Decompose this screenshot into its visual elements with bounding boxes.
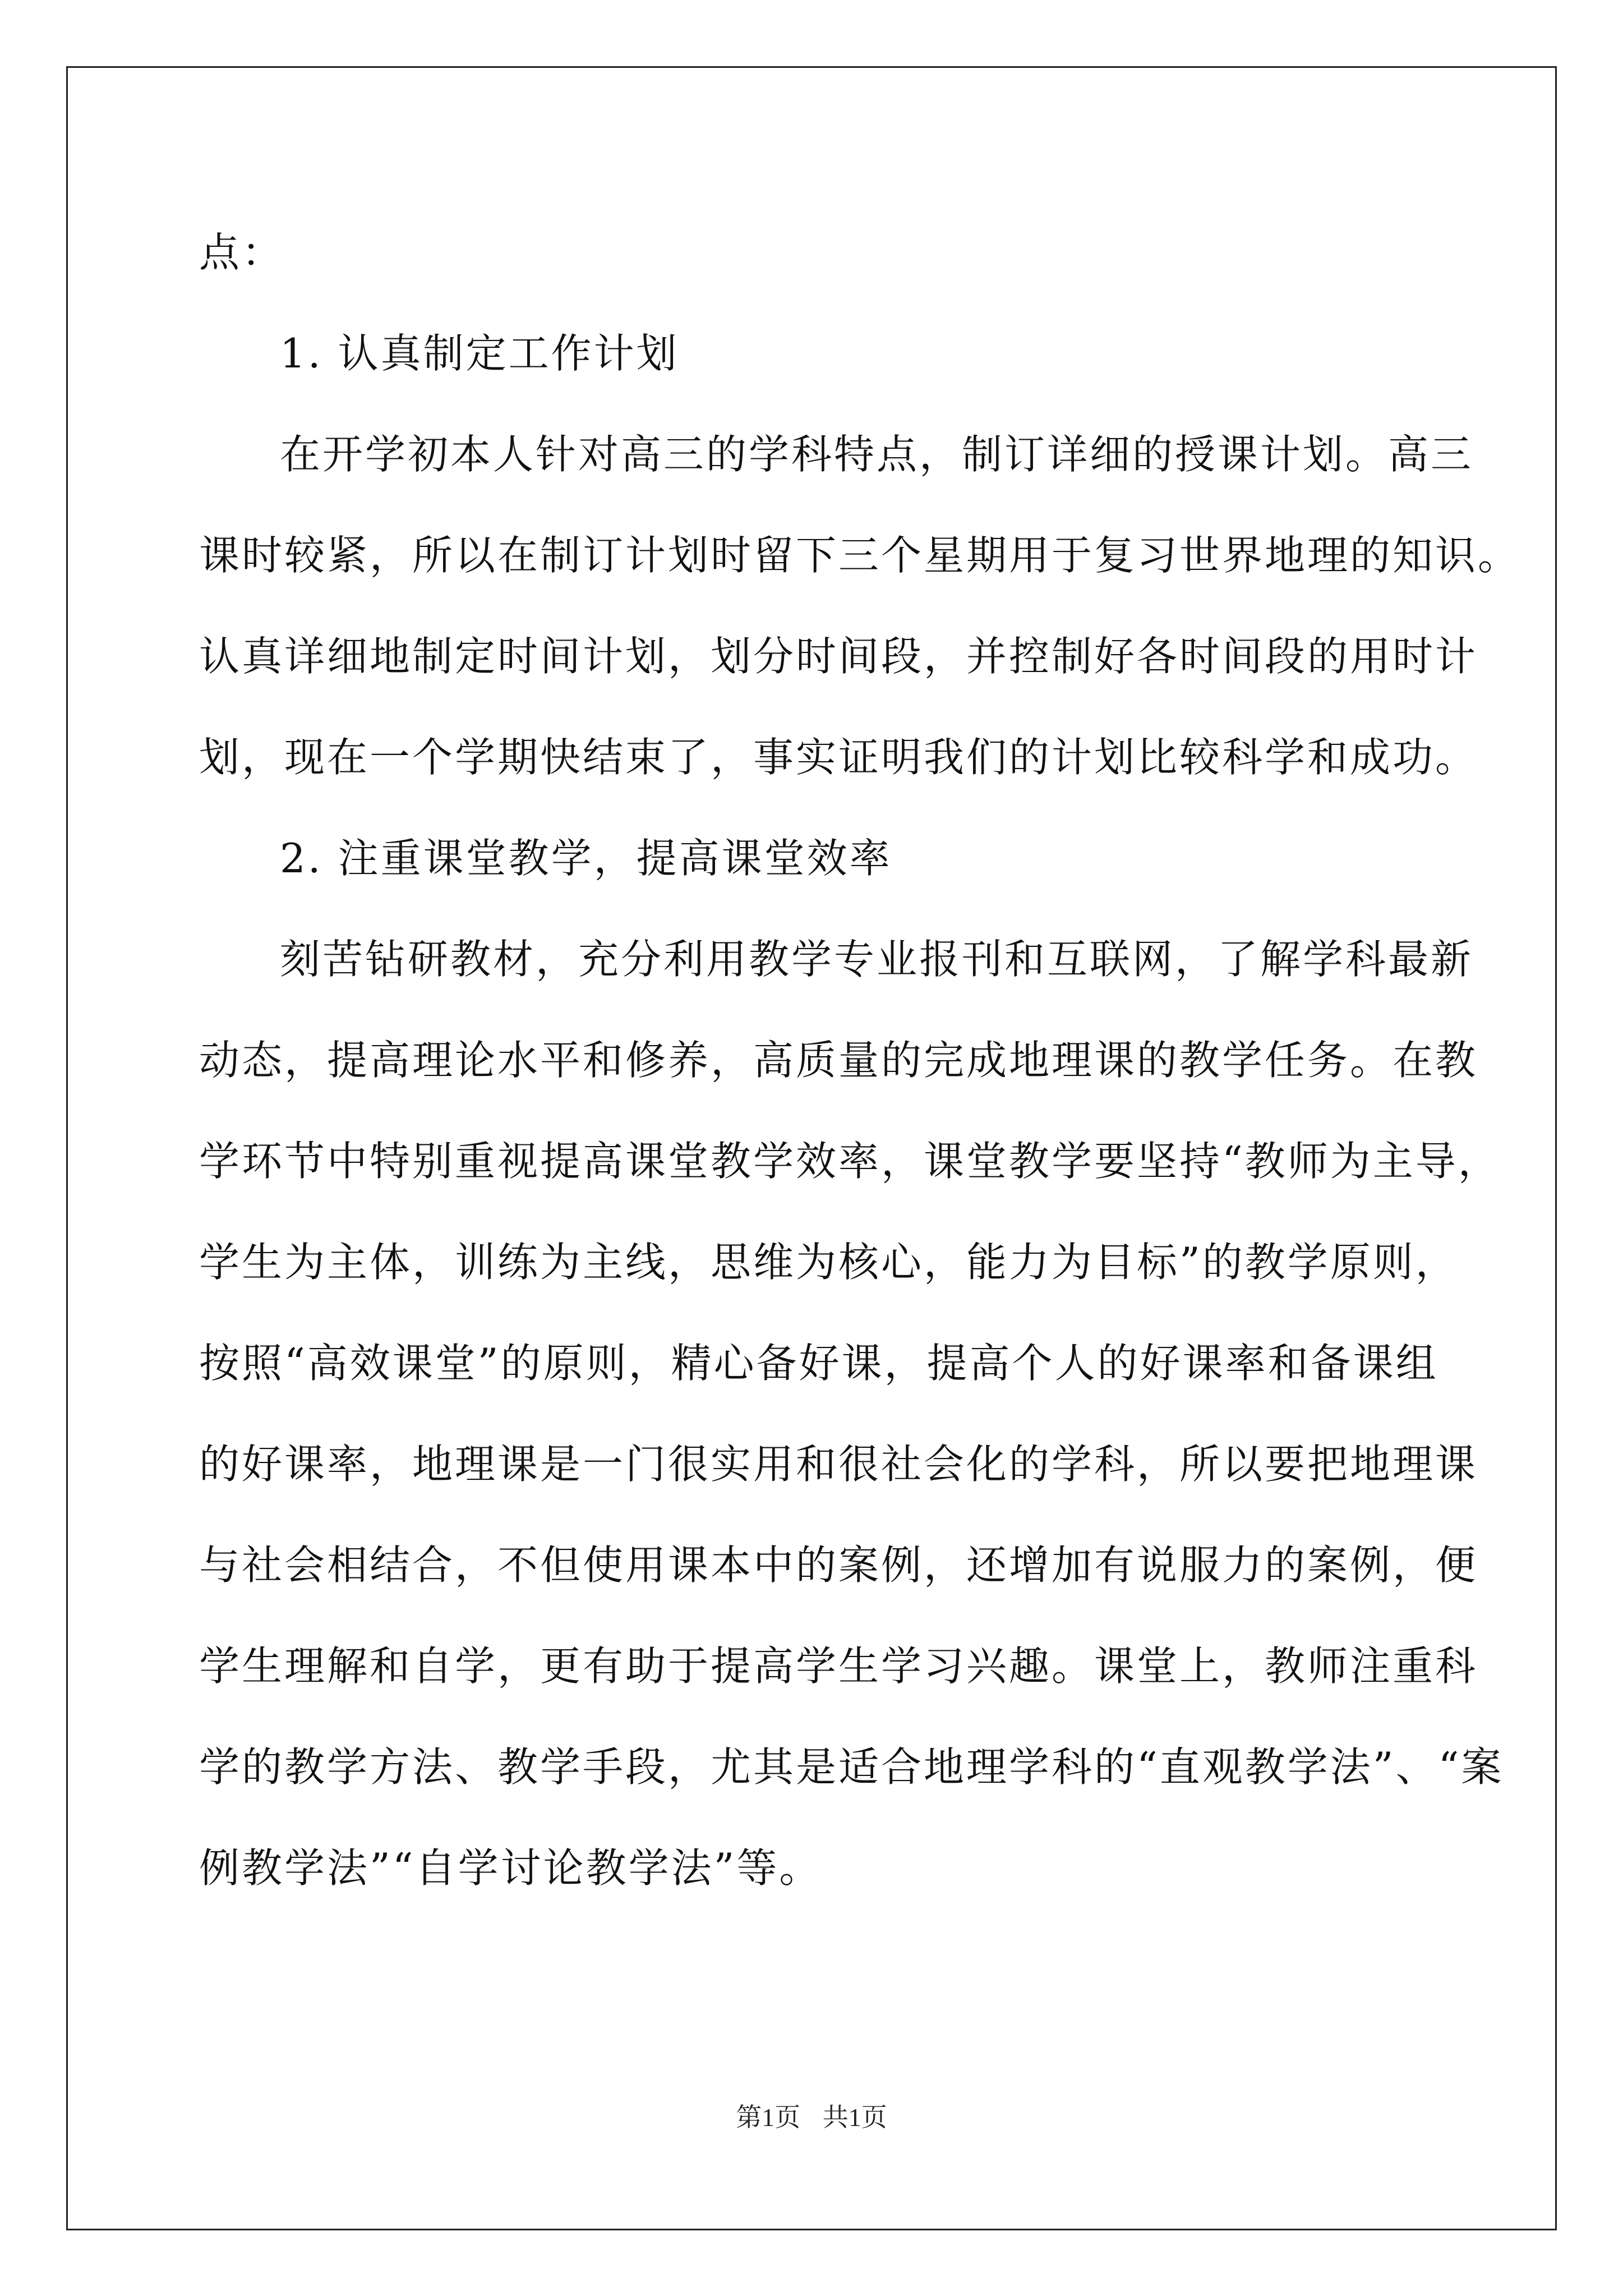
text-line: 课时较紧，所以在制订计划时留下三个星期用于复习世界地理的知识。 bbox=[199, 532, 1521, 579]
text-line: 的好课率，地理课是一门很实用和很社会化的学科，所以要把地理课 bbox=[199, 1441, 1478, 1488]
text-line: 刻苦钻研教材，充分利用教学专业报刊和互联网，了解学科最新 bbox=[280, 936, 1474, 983]
section-heading: 1. 认真制定工作计划 bbox=[280, 330, 679, 377]
text-line: 与社会相结合，不但使用课本中的案例，还增加有说服力的案例，便 bbox=[199, 1542, 1478, 1589]
page-number: 第1页 bbox=[736, 2103, 801, 2132]
page-footer bbox=[0, 2097, 1623, 2134]
text-line: 按照“高效课堂”的原则，精心备好课，提高个人的好课率和备课组 bbox=[199, 1340, 1438, 1387]
text-line: 动态，提高理论水平和修养，高质量的完成地理课的教学任务。在教 bbox=[199, 1037, 1478, 1084]
text-line: 例教学法”“自学讨论教学法”等。 bbox=[199, 1844, 822, 1892]
text-line: 学的教学方法、教学手段，尤其是适合地理学科的“直观教学法”、“案 bbox=[199, 1743, 1504, 1791]
text-line: 点： bbox=[199, 229, 285, 276]
page-total: 共1页 bbox=[822, 2103, 887, 2132]
text-line: 学生理解和自学，更有助于提高学生学习兴趣。课堂上，教师注重科 bbox=[199, 1642, 1478, 1690]
section-heading: 2. 注重课堂教学，提高课堂效率 bbox=[280, 835, 892, 882]
text-line: 认真详细地制定时间计划，划分时间段，并控制好各时间段的用时计 bbox=[199, 633, 1478, 680]
text-line: 划，现在一个学期快结束了，事实证明我们的计划比较科学和成功。 bbox=[199, 734, 1478, 781]
text-line: 学环节中特别重视提高课堂教学效率，课堂教学要坚持“教师为主导， bbox=[199, 1138, 1501, 1185]
text-line: 学生为主体，训练为主线，思维为核心，能力为目标”的教学原则， bbox=[199, 1239, 1458, 1286]
text-line: 在开学初本人针对高三的学科特点，制订详细的授课计划。高三 bbox=[280, 431, 1474, 478]
